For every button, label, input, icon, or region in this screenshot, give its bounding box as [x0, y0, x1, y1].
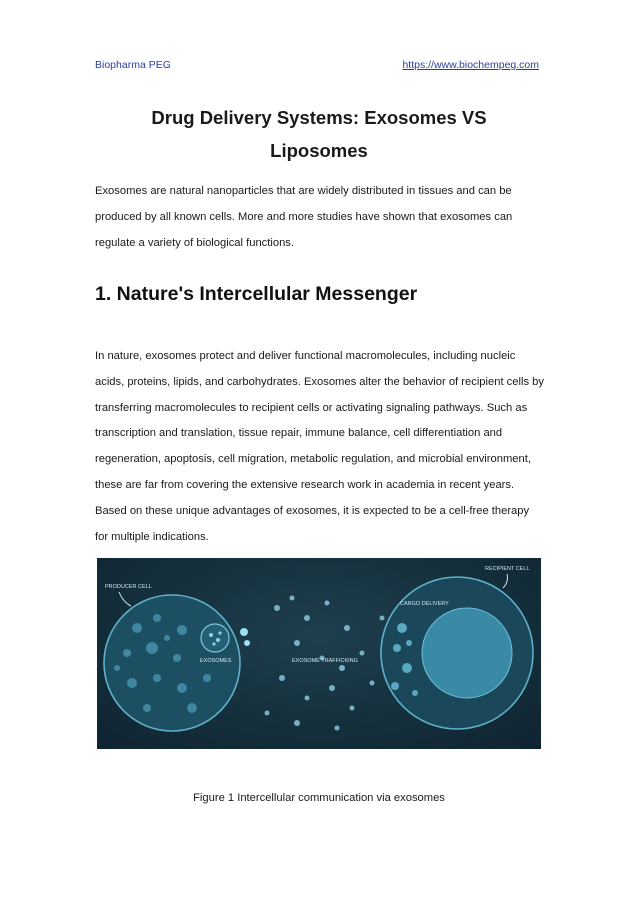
section-heading: 1. Nature's Intercellular Messenger — [95, 283, 418, 305]
recipient-nucleus — [422, 608, 512, 698]
multivesicular-body — [201, 624, 229, 652]
label-exosomes: EXOSOMES — [200, 658, 232, 664]
label-recipient-cell: RECIPIENT CELL — [485, 566, 530, 572]
recipient-arrow-icon — [503, 574, 508, 588]
producer-arrow-icon — [119, 592, 131, 606]
label-exosome-trafficking: EXOSOME TRAFFICKING — [292, 658, 358, 664]
label-cargo-delivery: CARGO DELIVERY — [400, 601, 449, 607]
document-title — [95, 101, 543, 167]
figure-caption: Figure 1 Intercellular communication via exosomes — [193, 792, 445, 804]
title-line-2: Liposomes — [270, 140, 368, 161]
exosome-illustration — [97, 558, 541, 749]
intro-paragraph: Exosomes are natural nanoparticles that are widely distributed in tissues and can be produced by all known cells. More and more studies have shown that exosomes can regulate a variety of biological functions. — [95, 185, 513, 249]
section-body-paragraph: In nature, exosomes protect and deliver functional macromolecules, including nucleic acids, proteins, lipids, and carbohydrates. Exosomes alter the behavior of recipient cells by transferring macromolecules to recipient cells or activating signaling pathways. Such as transcription and translation, tissue repair, immune balance, cell differentiation and regeneration, apoptosis, cell migration, metabolic regulation, and microbial environment, these are far from covering the extensive research work in academia in recent years. Based on these unique advantages of exosomes, it is expected to be a cell-free therapy for multiple indications. — [95, 350, 544, 543]
header-brand: Biopharma PEG — [95, 59, 171, 71]
header-url-link[interactable]: https://www.biochempeg.com — [402, 59, 539, 71]
page-header — [95, 59, 539, 75]
label-producer-cell: PRODUCER CELL — [105, 584, 152, 590]
figure-image — [97, 558, 541, 749]
title-line-1: Drug Delivery Systems: Exosomes VS — [151, 107, 487, 128]
